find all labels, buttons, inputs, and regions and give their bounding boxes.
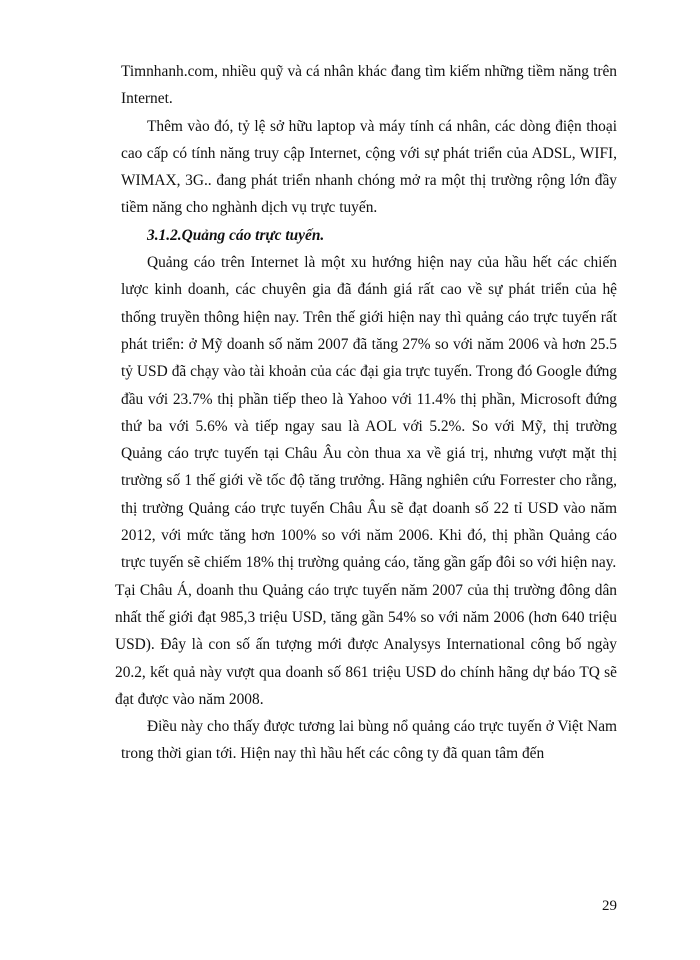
paragraph-5: Điều này cho thấy được tương lai bùng nổ quảng cáo trực tuyến ở Việt Nam trong thời gian tới. Hiện nay thì hầu hết các công ty đã quan tâm đến	[121, 718, 617, 763]
body-text	[115, 58, 617, 768]
paragraph-1: Timnhanh.com, nhiều quỹ và cá nhân khác đang tìm kiếm những tiềm năng trên Internet.	[121, 63, 617, 108]
paragraph-2: Thêm vào đó, tỷ lệ sở hữu laptop và máy tính cá nhân, các dòng điện thoại cao cấp có tính năng truy cập Internet, cộng với sự phát triển của ADSL, WIFI, WIMAX, 3G.. đang phát triển nhanh chóng mở ra một thị trường rộng lớn đầy tiềm năng cho nghành dịch vụ trực tuyến.	[121, 117, 617, 217]
section-heading: 3.1.2.Quảng cáo trực tuyến.	[147, 226, 325, 244]
page-number: 29	[602, 898, 617, 914]
paragraph-3: Quảng cáo trên Internet là một xu hướng hiện nay của hầu hết các chiến lược kinh doanh, các chuyên gia đã đánh giá rất cao về sự phát triển của hệ thống truyền thông hiện nay. Trên thế giới hiện nay thì quảng cáo trực tuyến rất phát triển: ở Mỹ doanh số năm 2007 đã tăng 27% so với năm 2006 và hơn 25.5 tỷ USD đã chạy vào tài khoản của các đại gia trực tuyến. Trong đó Google đứng đầu với 23.7% thị phần tiếp theo là Yahoo với 11.4% thị phần, Microsoft đứng thứ ba với 5.6% và tiếp ngay sau là AOL với 5.2%. So với Mỹ, thị trường Quảng cáo trực tuyến tại Châu Âu còn thua xa về giá trị, nhưng vượt mặt thị trường số 1 thế giới về tốc độ tăng trưởng. Hãng nghiên cứu Forrester cho rằng, thị trường Quảng cáo trực tuyến Châu Âu sẽ đạt doanh số 22 tỉ USD vào năm 2012, với mức tăng hơn 100% so với năm 2006. Khi đó, thị phần Quảng cáo trực tuyến sẽ chiếm 18% thị trường quảng cáo, tăng gần gấp đôi so với hiện nay.	[121, 254, 617, 572]
paragraph-4: Tại Châu Á, doanh thu Quảng cáo trực tuyến năm 2007 của thị trường đông dân nhất thế giới đạt 985,3 triệu USD, tăng gần 54% so với năm 2006 (hơn 640 triệu USD). Đây là con số ấn tượng mới được Analysys International công bố ngày 20.2, kết quả này vượt qua doanh số 861 triệu USD do chính hãng dự báo TQ sẽ đạt được vào năm 2008.	[115, 581, 617, 708]
